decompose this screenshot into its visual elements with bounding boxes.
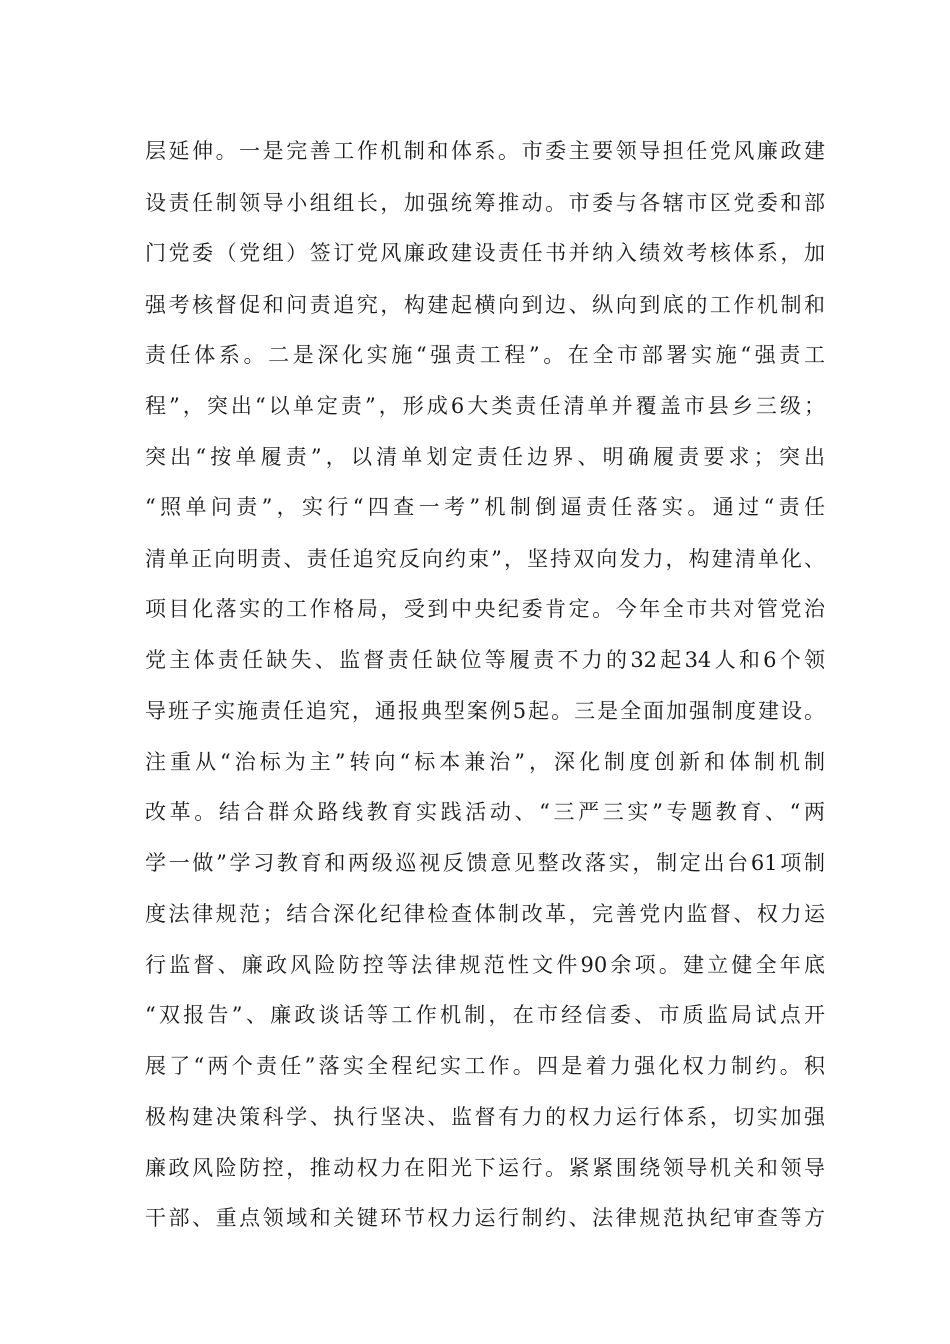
text-line: 注重从“治标为主”转向“标本兼治”，深化制度创新和体制机制 (145, 750, 825, 774)
text-line: 党主体责任缺失、监督责任缺位等履责不力的32起34人和6个领 (145, 648, 825, 672)
text-line: 极构建决策科学、执行坚决、监督有力的权力运行体系，切实加强 (145, 1105, 825, 1129)
text-line: 展了“两个责任”落实全程纪实工作。四是着力强化权力制约。积 (145, 1054, 825, 1078)
text-line: 突出“按单履责”，以清单划定责任边界、明确履责要求；突出 (145, 445, 825, 469)
text-line: 导班子实施责任追究，通报典型案例5起。三是全面加强制度建设。 (145, 699, 825, 723)
text-line: “照单问责”，实行“四查一考”机制倒逼责任落实。通过“责任 (145, 495, 825, 519)
text-line: 层延伸。一是完善工作机制和体系。市委主要领导担任党风廉政建 (145, 139, 825, 163)
text-line: “双报告”、廉政谈话等工作机制，在市经信委、市质监局试点开 (145, 1003, 825, 1027)
text-line: 门党委（党组）签订党风廉政建设责任书并纳入绩效考核体系，加 (145, 241, 825, 265)
text-line: 行监督、廉政风险防控等法律规范性文件90余项。建立健全年底 (145, 953, 825, 977)
text-line: 改革。结合群众路线教育实践活动、“三严三实”专题教育、“两 (145, 800, 825, 824)
text-line: 学一做”学习教育和两级巡视反馈意见整改落实，制定出台61项制 (145, 851, 825, 875)
text-line: 清单正向明责、责任追究反向约束”，坚持双向发力，构建清单化、 (145, 547, 825, 571)
text-line: 设责任制领导小组组长，加强统筹推动。市委与各辖市区党委和部 (145, 191, 825, 215)
text-line: 责任体系。二是深化实施“强责工程”。在全市部署实施“强责工 (145, 343, 825, 367)
text-line: 干部、重点领域和关键环节权力运行制约、法律规范执纪审查等方 (145, 1206, 825, 1230)
text-line: 项目化落实的工作格局，受到中央纪委肯定。今年全市共对管党治 (145, 597, 825, 621)
text-line: 程”，突出“以单定责”，形成6大类责任清单并覆盖市县乡三级； (145, 394, 825, 418)
text-line: 廉政风险防控，推动权力在阳光下运行。紧紧围绕领导机关和领导 (145, 1156, 825, 1180)
text-line: 度法律规范；结合深化纪律检查体制改革，完善党内监督、权力运 (145, 902, 825, 926)
text-line: 强考核督促和问责追究，构建起横向到边、纵向到底的工作机制和 (145, 293, 825, 317)
